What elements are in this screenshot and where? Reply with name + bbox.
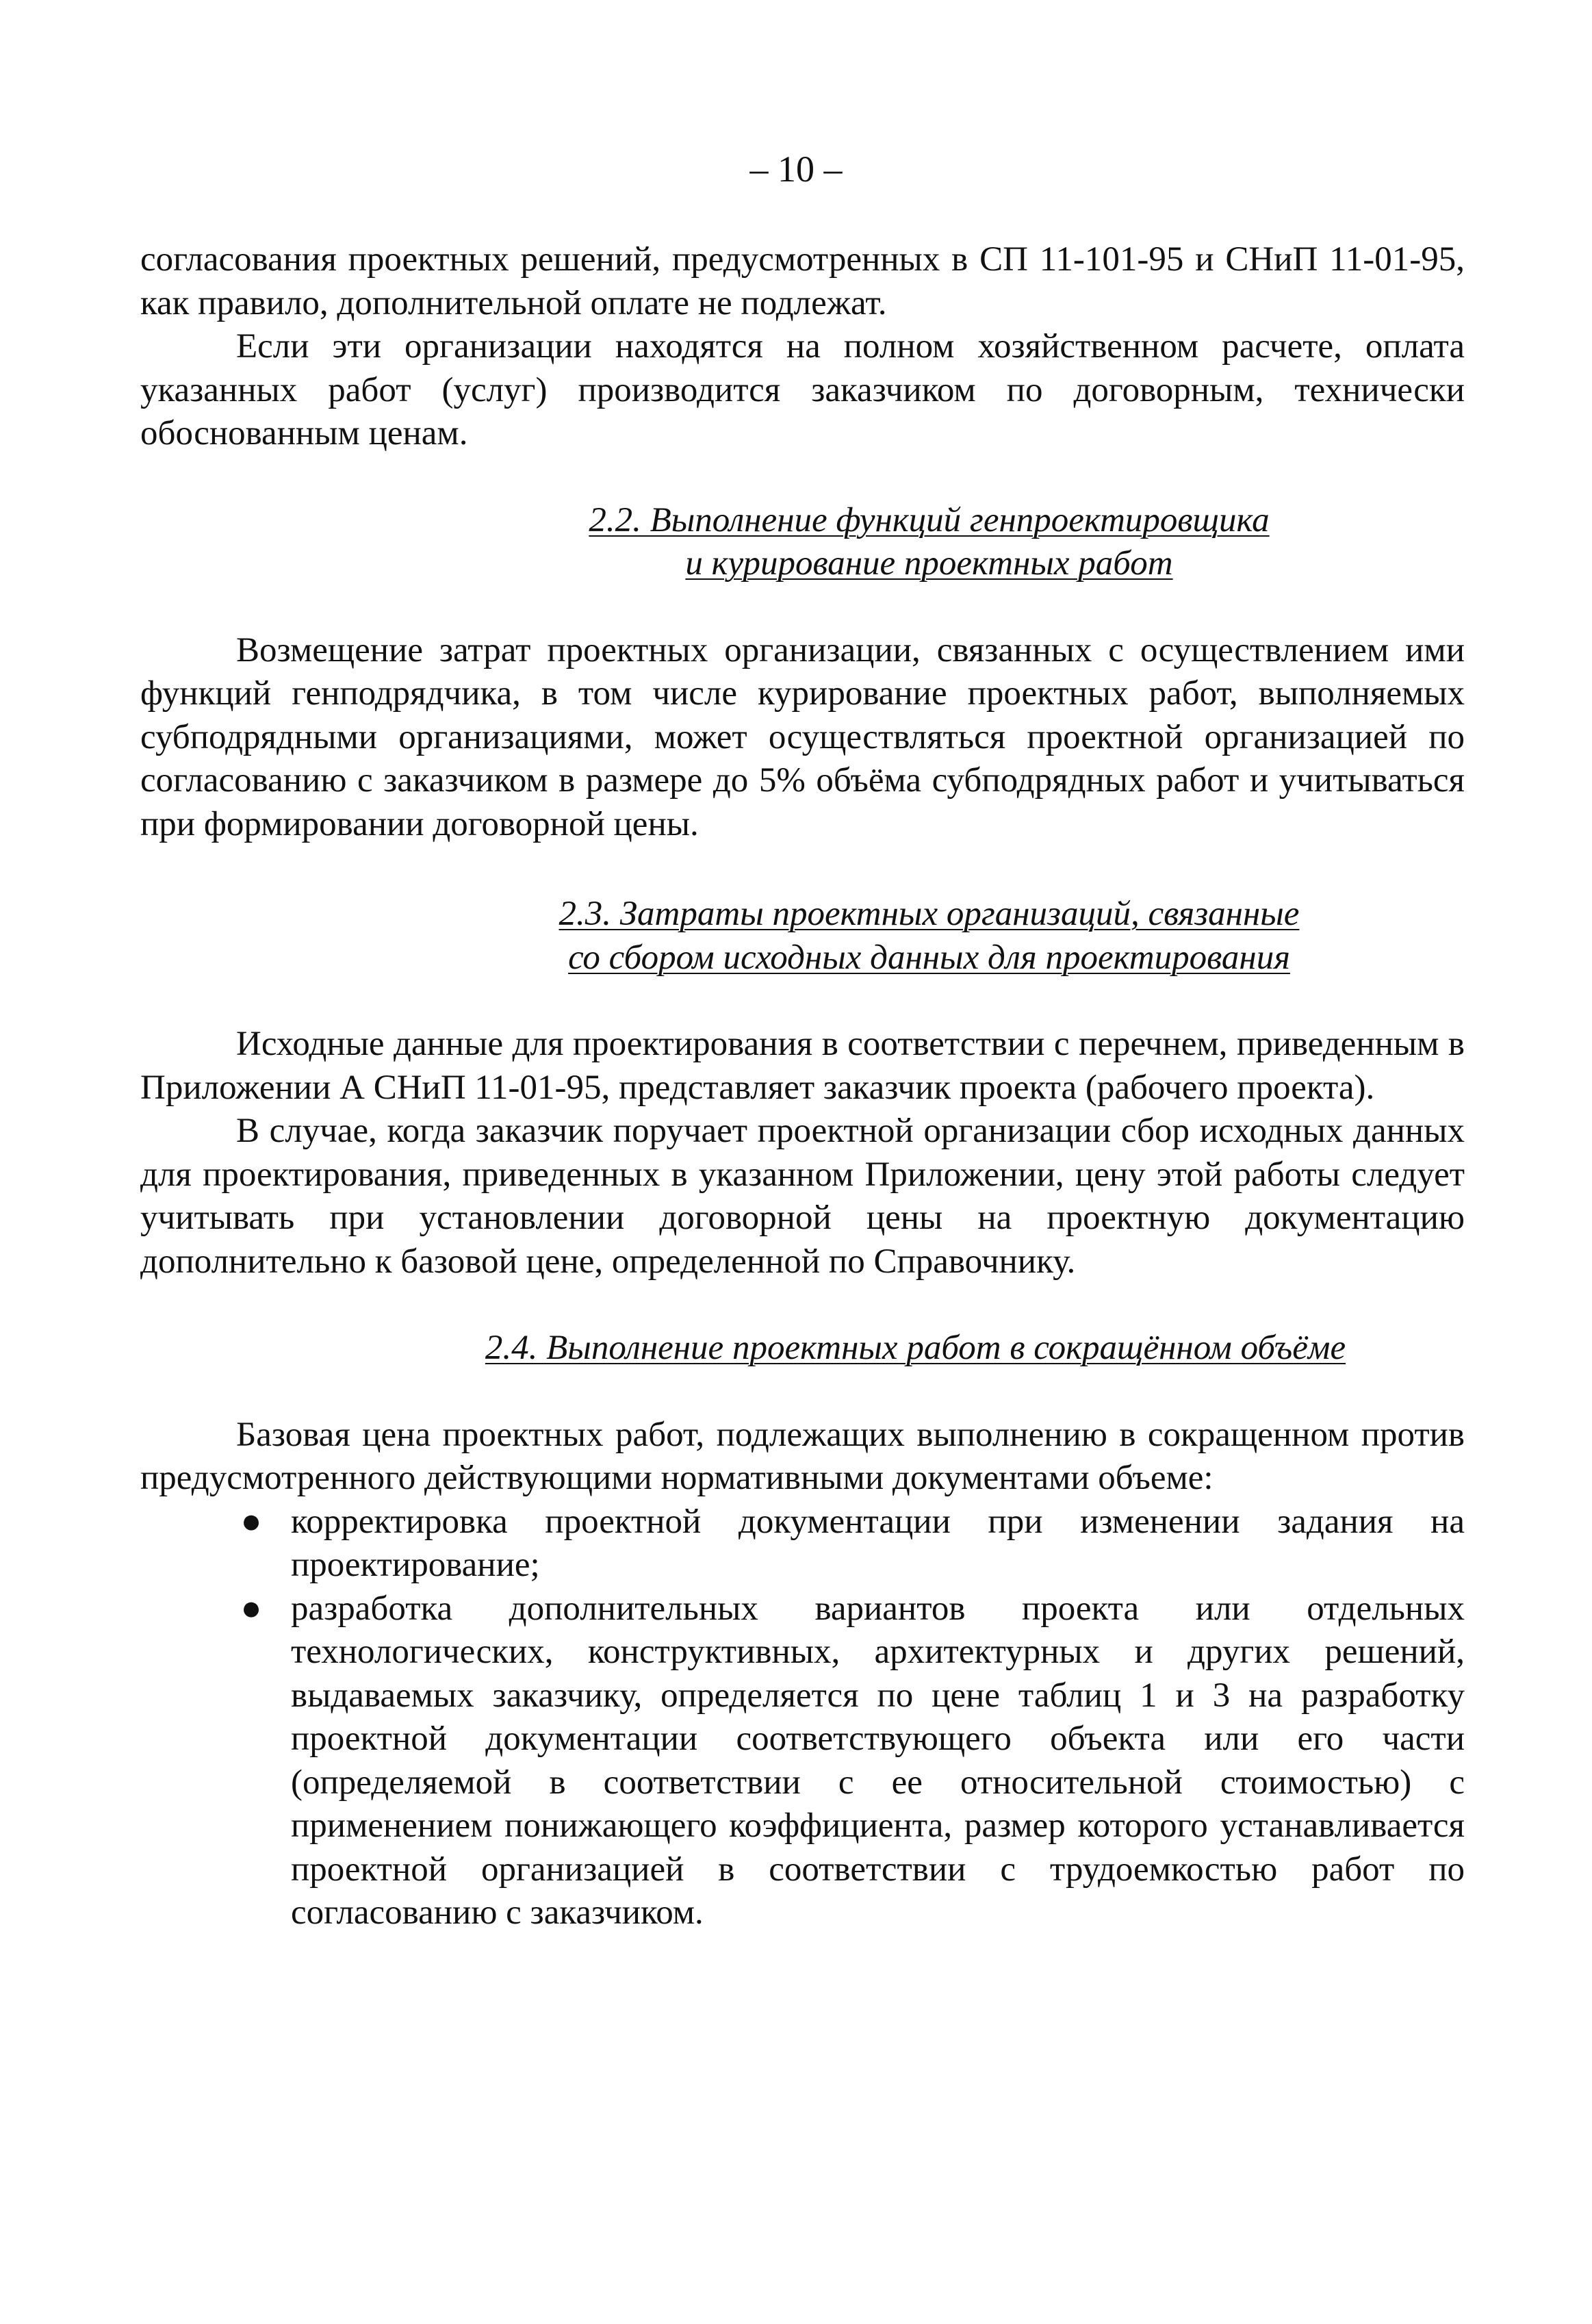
page-number: – 10 – <box>749 149 843 190</box>
section-2-4-bullet-list <box>140 1501 1465 1935</box>
paragraph-payment: Если эти организации находятся на полном хозяйственном расчете, оплата указанных работ (услуг) производится заказчиком по договорным, технически обоснованным ценам. <box>140 327 1465 452</box>
bullet-dot-icon: ● <box>240 1589 262 1628</box>
section-2-2-paragraph: Возмещение затрат проектных организации, связанных с осуществлением ими функций генподрядчика, в том числе курирование проектных работ, выполняемых субподрядными организациями, может осуществляться проектной организацией по согласованию с заказчиком в размере до 5% объёма субподрядных работ и учитываться при формировании договорной цены. <box>140 630 1465 843</box>
section-2-2-heading <box>140 499 1465 586</box>
section-title-2-3-line1: 2.3. Затраты проектных организаций, связанные <box>559 895 1300 933</box>
paragraph-continuation: согласования проектных решений, предусмотренных в СП 11-101-95 и СНиП 11-01-95, как правило, дополнительной оплате не подлежат. <box>140 240 1465 322</box>
section-title-2-3-line2: со сбором исходных данных для проектирования <box>568 938 1290 977</box>
section-title-2-2-line2: и курирование проектных работ <box>685 544 1173 583</box>
list-item <box>140 1587 1465 1935</box>
bullet-dot-icon: ● <box>240 1502 262 1541</box>
section-title-2-2-line1: 2.2. Выполнение функций генпроектировщика <box>589 500 1270 539</box>
section-2-4-paragraph: Базовая цена проектных работ, подлежащих выполнению в сокращенном против предусмотренного действующими нормативными документами объеме: <box>140 1415 1465 1497</box>
section-2-3-paragraph-1: Исходные данные для проектирования в соответствии с перечнем, приведенным в Приложении А СНиП 11-01-95, представляет заказчик проекта (рабочего проекта). <box>140 1025 1465 1107</box>
list-item-text: разработка дополнительных вариантов проекта или отдельных технологических, конструктивных, архитектурных и других решений, выдаваемых заказчику, определяется по цене таблиц 1 и 3 на разработку проектной документации соответствующего объекта или его части (определяемой в соответствии с ее относительной стоимостью) с применением понижающего коэффициента, размер которого устанавливается проектной организацией в соответствии с трудоемкостью работ по согласованию с заказчиком. <box>291 1589 1465 1932</box>
page-content <box>140 238 1465 1935</box>
section-2-3-paragraph-2: В случае, когда заказчик поручает проектной организации сбор исходных данных для проектирования, приведенных в указанном Приложении, цену этой работы следует учитывать при установлении договорной цены на проектную документацию дополнительно к базовой цене, определенной по Справочнику. <box>140 1112 1465 1281</box>
section-title-2-4: 2.4. Выполнение проектных работ в сокращённом объёме <box>485 1329 1346 1367</box>
section-2-3-heading <box>140 893 1465 980</box>
section-2-4-heading <box>140 1327 1465 1370</box>
list-item-text: корректировка проектной документации при изменении задания на проектирование; <box>291 1502 1465 1584</box>
list-item <box>140 1501 1465 1587</box>
